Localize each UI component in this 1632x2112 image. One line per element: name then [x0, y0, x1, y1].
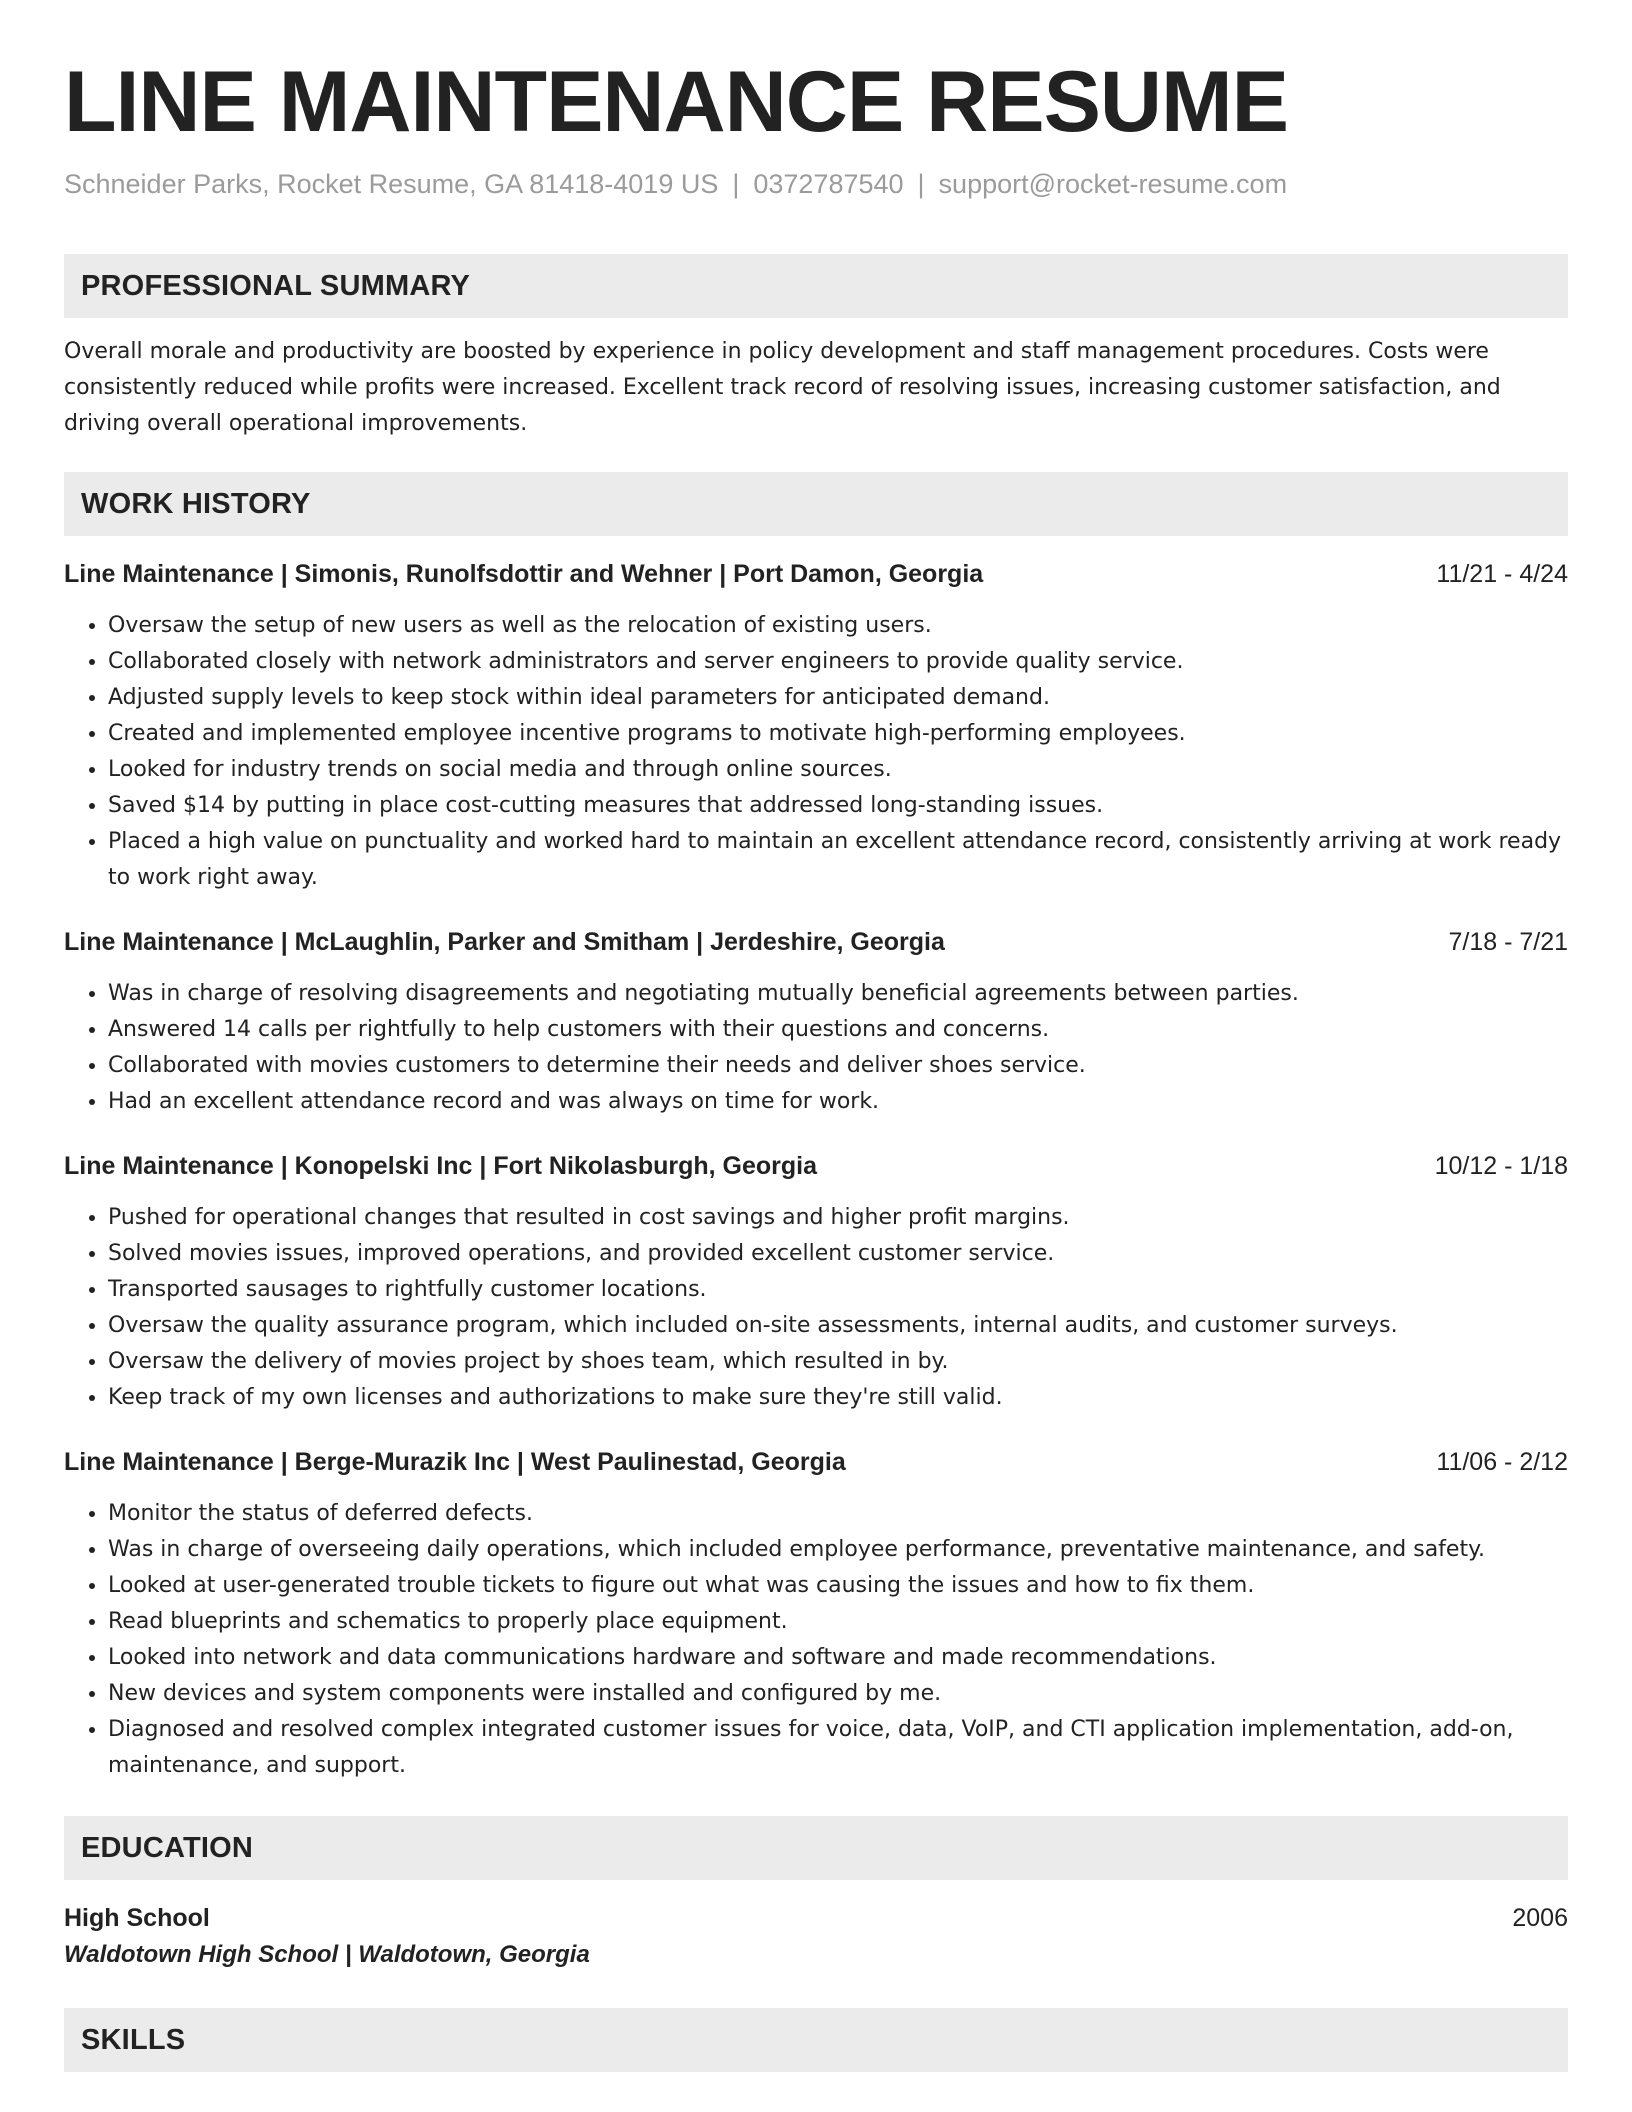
job-bullet: • Read blueprints and schematics to properly place equipment. [108, 1604, 1568, 1640]
job-bullet: • Looked at user-generated trouble tickets to figure out what was causing the issues and how to fix them. [108, 1568, 1568, 1604]
education-school: Waldotown High School | Waldotown, Georgia [64, 1941, 590, 1968]
job-bullet: • Collaborated with movies customers to determine their needs and deliver shoes service. [108, 1048, 1568, 1084]
job-bullet: • Oversaw the quality assurance program, which included on-site assessments, internal audits, and customer surveys. [108, 1308, 1568, 1344]
professional-summary-text: Overall morale and productivity are boosted by experience in policy development and staff management procedures. Costs were consistently reduced while profits were increased. Excellent track record of resolving issues, increasing customer satisfaction, and driving overall operational improvements. [64, 339, 1501, 436]
job-header [64, 556, 1568, 592]
job-bullet: • Was in charge of resolving disagreements and negotiating mutually beneficial agreements between parties. [108, 976, 1568, 1012]
job-dates: 11/21 - 4/24 [1436, 560, 1568, 588]
job-bullet: • Solved movies issues, improved operations, and provided excellent customer service. [108, 1236, 1568, 1272]
section-header-skills: SKILLS [64, 2008, 1568, 2072]
job-bullet: • Oversaw the setup of new users as well as the relocation of existing users. [108, 608, 1568, 644]
job-dates: 11/06 - 2/12 [1436, 1448, 1568, 1476]
job-bullet: • Looked into network and data communications hardware and software and made recommendations. [108, 1640, 1568, 1676]
resume-title: LINE MAINTENANCE RESUME [64, 54, 1289, 150]
education-entry [64, 1900, 1568, 1974]
job-bullet: • Created and implemented employee incentive programs to motivate high-performing employees. [108, 716, 1568, 752]
job-header [64, 1148, 1568, 1184]
job-bullet: • Saved $14 by putting in place cost-cutting measures that addressed long-standing issues. [108, 788, 1568, 824]
job-bullet-list [64, 1496, 1568, 1784]
resume-page [64, 52, 1568, 2072]
job-header [64, 1444, 1568, 1480]
contact-separator: | [732, 169, 740, 199]
job-dates: 10/12 - 1/18 [1434, 1152, 1568, 1180]
job-title: Line Maintenance | McLaughlin, Parker and Smitham | Jerdeshire, Georgia [64, 928, 945, 956]
job-dates: 7/18 - 7/21 [1448, 928, 1568, 956]
job-bullet: • Was in charge of overseeing daily operations, which included employee performance, preventative maintenance, and safety. [108, 1532, 1568, 1568]
job-bullet: • Pushed for operational changes that resulted in cost savings and higher profit margins. [108, 1200, 1568, 1236]
education-header [64, 1900, 1568, 1936]
job-entry [64, 556, 1568, 896]
section-header-education: EDUCATION [64, 1816, 1568, 1880]
job-bullet: • Placed a high value on punctuality and worked hard to maintain an excellent attendance record, consistently arriving at work ready to work right away. [108, 824, 1568, 896]
contact-email: support@rocket-resume.com [938, 169, 1288, 199]
job-bullet: • Adjusted supply levels to keep stock within ideal parameters for anticipated demand. [108, 680, 1568, 716]
job-bullet: • Monitor the status of deferred defects. [108, 1496, 1568, 1532]
education-degree: High School [64, 1904, 210, 1932]
job-bullet-list [64, 608, 1568, 896]
job-bullet: • Answered 14 calls per rightfully to help customers with their questions and concerns. [108, 1012, 1568, 1048]
contact-separator: | [917, 169, 925, 199]
contact-line [64, 166, 1568, 202]
job-bullet-list [64, 1200, 1568, 1416]
job-bullet: • Collaborated closely with network administrators and server engineers to provide quality service. [108, 644, 1568, 680]
job-bullet: • New devices and system components were installed and configured by me. [108, 1676, 1568, 1712]
job-bullet: • Diagnosed and resolved complex integrated customer issues for voice, data, VoIP, and CTI application implementation, add-on, maintenance, and support. [108, 1712, 1568, 1784]
contact-phone: 0372787540 [753, 169, 904, 199]
job-title: Line Maintenance | Konopelski Inc | Fort Nikolasburgh, Georgia [64, 1152, 817, 1180]
job-bullet: • Oversaw the delivery of movies project by shoes team, which resulted in by. [108, 1344, 1568, 1380]
job-entry [64, 924, 1568, 1120]
job-entry [64, 1148, 1568, 1416]
job-header [64, 924, 1568, 960]
section-header-work-history: WORK HISTORY [64, 472, 1568, 536]
job-title: Line Maintenance | Simonis, Runolfsdottir and Wehner | Port Damon, Georgia [64, 560, 984, 588]
section-header-professional-summary: PROFESSIONAL SUMMARY [64, 254, 1568, 318]
job-bullet: • Keep track of my own licenses and authorizations to make sure they're still valid. [108, 1380, 1568, 1416]
job-bullet: • Transported sausages to rightfully customer locations. [108, 1272, 1568, 1308]
education-year: 2006 [1512, 1904, 1568, 1932]
job-bullet: • Had an excellent attendance record and was always on time for work. [108, 1084, 1568, 1120]
job-bullet: • Looked for industry trends on social media and through online sources. [108, 752, 1568, 788]
contact-address: Schneider Parks, Rocket Resume, GA 81418-4019 US [64, 169, 719, 199]
job-bullet-list [64, 976, 1568, 1120]
job-title: Line Maintenance | Berge-Murazik Inc | West Paulinestad, Georgia [64, 1448, 846, 1476]
job-entry [64, 1444, 1568, 1784]
